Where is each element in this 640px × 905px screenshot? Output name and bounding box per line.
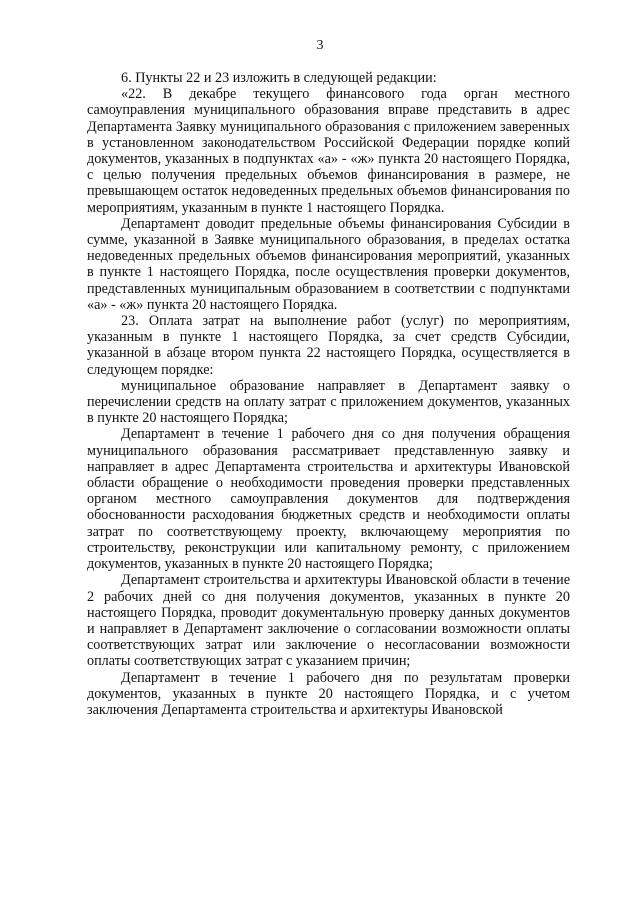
paragraph-item-23: 23. Оплата затрат на выполнение работ (услуг) по мероприятиям, указанным в пункте 1 настоящего Порядка, за счет средств Субсидии, указанной в абзаце втором пункта 22 настоящего Порядка, осуществляется в следующем порядке: [87,313,570,378]
paragraph-department-decision: Департамент в течение 1 рабочего дня по результатам проверки документов, указанных в пункте 20 настоящего Порядка, и с учетом заключения Департамента строительства и архитектуры Ивановской [87,669,570,718]
paragraph-construction-check: Департамент строительства и архитектуры Ивановской области в течение 2 рабочих дней со дня получения документов, указанных в пункте 20 настоящего Порядка, проводит документальную проверку данных документов и направляет в Департамент заключение о согласовании возможности оплаты соответствующих затрат или заключение о несогласовании возможности оплаты соответствующих затрат с указанием причин; [87,572,570,670]
paragraph-amendment-intro: 6. Пункты 22 и 23 изложить в следующей редакции: [121,70,437,86]
paragraph-limits-allocation: Департамент доводит предельные объемы финансирования Субсидии в сумме, указанной в Заявке муниципального образования, в пределах остатка недоведенных предельных объемов финансирования мероприятий, указанных в пункте 1 настоящего Порядка, после осуществления проверки документов, представленных муниципальным образованием в соответствии с подпунктами «а» - «ж» пункта 20 настоящего Порядка. [87,215,570,313]
paragraph-item-22: «22. В декабре текущего финансового года орган местного самоуправления муниципального образования вправе представить в адрес Департамента Заявку муниципального образования с приложением заверенных в установленном законодательством Российской Федерации порядке копий документов, указанных в подпунктах «а» - «ж» пункта 20 настоящего Порядка, с целью получения предельных объемов финансирования в размере, не превышающем остаток недоведенных предельных объемов финансирования по мероприятиям, указанным в пункте 1 настоящего Порядка. [87,86,570,216]
document-body [87,70,570,718]
paragraph-municipal-request: муниципальное образование направляет в Департамент заявку о перечислении средств на оплату затрат с приложением документов, указанных в пункте 20 настоящего Порядка; [87,377,570,427]
paragraph-department-review: Департамент в течение 1 рабочего дня со дня получения обращения муниципального образования рассматривает представленную заявку и направляет в адрес Департамента строительства и архитектуры Ивановской области обращение о необходимости проведения проверки представленных органом местного самоуправления документов для подтверждения обоснованности расходования бюджетных средств и необходимости оплаты затрат по соответствующему проекту, включающему мероприятия по строительству, реконструкции или капитальному ремонту, с приложением документов, указанных в пункте 20 настоящего Порядка; [87,426,570,573]
page-number: 3 [316,38,324,53]
